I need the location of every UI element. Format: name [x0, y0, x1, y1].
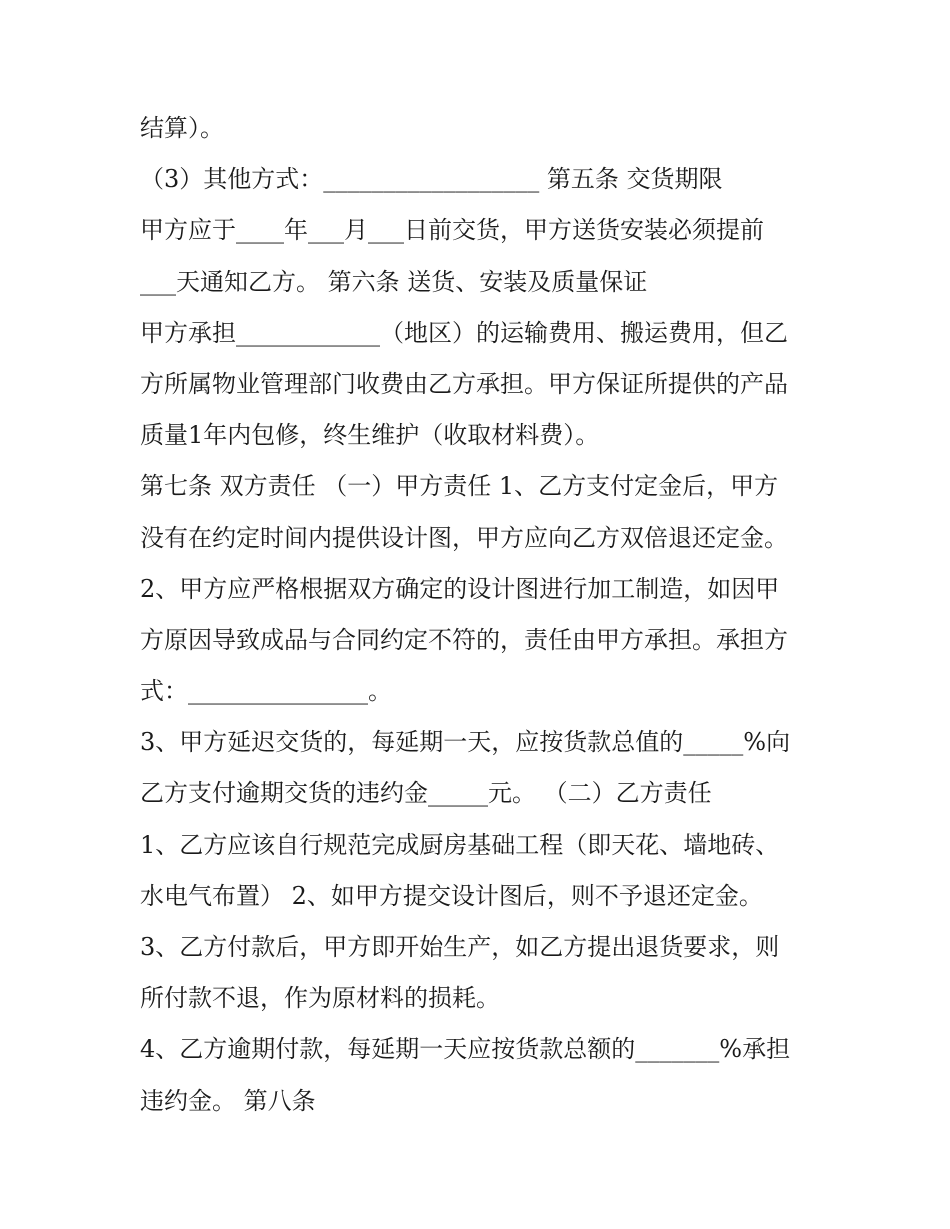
text-line: 违约金。 第八条 [140, 1086, 316, 1115]
text-line: ___天通知乙方。 第六条 送货、安装及质量保证 [140, 267, 648, 296]
text-line: （3）其他方式：__________________ 第五条 交货期限 [140, 165, 723, 194]
text-line: 1、乙方应该自行规范完成厨房基础工程（即天花、墙地砖、 [140, 830, 780, 859]
text-line: 乙方支付逾期交货的违约金_____元。 （二）乙方责任 [140, 779, 712, 808]
contract-text [140, 103, 830, 1127]
text-line: 甲方承担____________（地区）的运输费用、搬运费用，但乙 [140, 318, 788, 347]
text-line: 2、甲方应严格根据双方确定的设计图进行加工制造，如因甲 [140, 574, 780, 603]
text-line: 所付款不退，作为原材料的损耗。 [140, 984, 500, 1013]
text-line: 3、甲方延迟交货的，每延期一天，应按货款总值的_____%向 [140, 728, 791, 757]
text-line: 质量1年内包修，终生维护（收取材料费）。 [140, 421, 600, 450]
text-line: 结算）。 [140, 114, 224, 142]
text-line: 3、乙方付款后，甲方即开始生产，如乙方提出退货要求，则 [140, 933, 780, 961]
text-line: 方原因导致成品与合同约定不符的，责任由甲方承担。承担方 [140, 625, 788, 654]
text-line: 甲方应于____年___月___日前交货，甲方送货安装必须提前 [140, 216, 764, 245]
text-line: 式：_______________。 [140, 677, 392, 706]
text-line: 水电气布置） 2、如甲方提交设计图后，则不予退还定金。 [140, 881, 763, 910]
text-line: 4、乙方逾期付款，每延期一天应按货款总额的_______%承担 [140, 1035, 791, 1064]
text-line: 没有在约定时间内提供设计图，甲方应向乙方双倍退还定金。 [140, 523, 788, 552]
text-line: 方所属物业管理部门收费由乙方承担。甲方保证所提供的产品 [140, 369, 788, 398]
text-line: 第七条 双方责任 （一）甲方责任 1、乙方支付定金后，甲方 [140, 472, 779, 501]
